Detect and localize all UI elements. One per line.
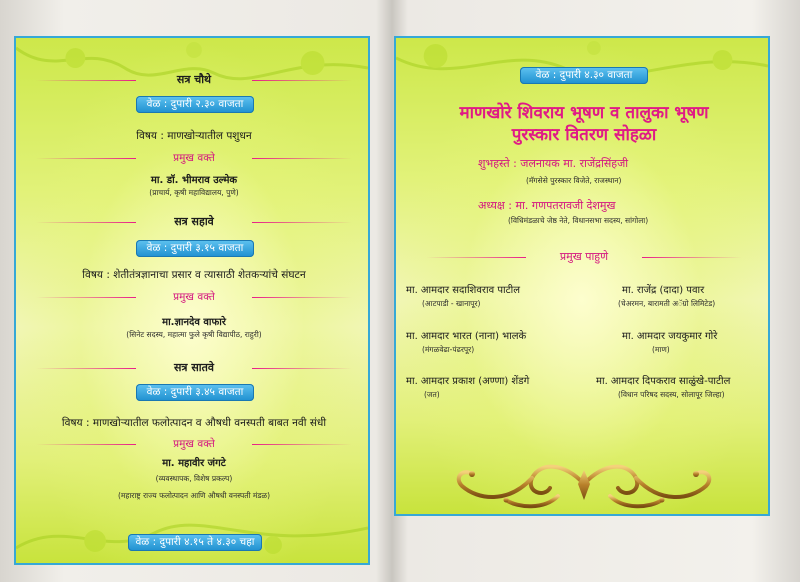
session4-speaker-heading [144,151,244,165]
session4-speaker-heading-text: प्रमुख वक्ते [173,152,215,164]
session6-heading-text: सत्र सहावे [174,215,214,228]
session7-speaker-name: मा. महावीर जंगटे [162,458,226,469]
guests-heading-text: प्रमुख पाहुणे [559,250,609,263]
right-page [394,36,770,516]
session6-heading [144,214,244,229]
president-line: अध्यक्ष : मा. गणपतरावजी देशमुख [478,199,616,212]
guest-name: मा. आमदार दिपकराव साळुंखे-पाटील [596,376,731,387]
session7-heading [144,360,244,375]
floral-decoration-bottom [16,493,368,563]
guest-detail: (जत) [424,390,440,399]
session7-speaker-heading-text: प्रमुख वक्ते [173,438,215,450]
session6-speaker-detail: (सिनेट सदस्य, महात्मा फुले कृषी विद्यापीठ, राहुरी) [126,330,262,339]
guest-name: मा. आमदार प्रकाश (अण्णा) शेंडगे [406,376,530,387]
session4-heading [144,72,244,87]
ceremony-time-badge: वेळ : दुपारी ४.३० वाजता [520,67,648,84]
session4-time-badge: वेळ : दुपारी २.३० वाजता [136,96,254,113]
ceremony-title-line2: पुरस्कार वितरण सोहळा [511,125,657,145]
session7-speaker-heading [144,437,244,451]
session7-heading-text: सत्र सातवे [173,361,214,374]
session4-heading-text: सत्र चौथे [176,73,212,86]
session6-speaker-name: मा.ज्ञानदेव वाफारे [162,317,226,328]
chief-guest-detail: (मॅगसेसे पुरस्कार विजेते, राजस्थान) [526,176,622,185]
guest-detail: (विधान परिषद सदस्य, सोलापूर जिल्हा) [618,390,725,399]
ceremony-title-line1: माणखोरे शिवराय भूषण व तालुका भूषण [459,103,709,123]
guest-name: मा. आमदार भारत (नाना) भालके [406,331,527,342]
session6-speaker-heading-text: प्रमुख वक्ते [173,291,215,303]
session7-speaker-organization: (महाराष्ट्र राज्य फलोत्पादन आणि औषधी वनस्पती मंडळ) [117,491,271,500]
session7-subject: विषय : माणखोऱ्यातील फलोत्पादन व औषधी वनस्पती बाबत नवी संधी [61,417,327,429]
golden-swirl-ornament [448,456,720,512]
guest-name: मा. राजेंद्र (दादा) पवार [622,285,705,296]
session6-subject: विषय : शेतीतंत्रज्ञानाचा प्रसार व त्यासाठी शेतकऱ्यांचे संघटन [82,269,306,281]
guest-detail: (चेअरमन, बारामती अॅग्रो लिमिटेड) [618,299,716,308]
guest-detail: (मंगळवेढा-पंढरपूर) [422,345,475,354]
guest-name: मा. आमदार सदाशिवराव पाटील [406,285,521,296]
chief-guest-line: शुभहस्ते : जलनायक मा. राजेंद्रसिंहजी [478,157,629,170]
session7-speaker-detail: (व्यवस्थापक, विशेष प्रकल्प) [155,474,233,483]
session4-speaker-name: मा. डॉ. भीमराव उल्मेक [150,175,238,186]
tea-time-badge: वेळ : दुपारी ४.१५ ते ४.३० चहा [128,534,262,551]
session6-time-badge: वेळ : दुपारी ३.१५ वाजता [136,240,254,257]
guest-name: मा. आमदार जयकुमार गोरे [622,331,718,342]
left-page [14,36,370,565]
session4-subject: विषय : माणखोऱ्यातील पशुधन [136,130,252,142]
session4-speaker-detail: (प्राचार्य, कृषी महाविद्यालय, पुणे) [149,188,239,197]
guest-detail: (माण) [652,345,670,354]
guests-heading [534,249,634,264]
president-detail: (विधिमंडळाचे जेष्ठ नेते, विधानसभा सदस्य, सांगोला) [508,216,649,225]
session6-speaker-heading [144,290,244,304]
guest-detail: (आटपाडी - खानापूर) [422,299,481,308]
session7-time-badge: वेळ : दुपारी ३.४५ वाजता [136,384,254,401]
